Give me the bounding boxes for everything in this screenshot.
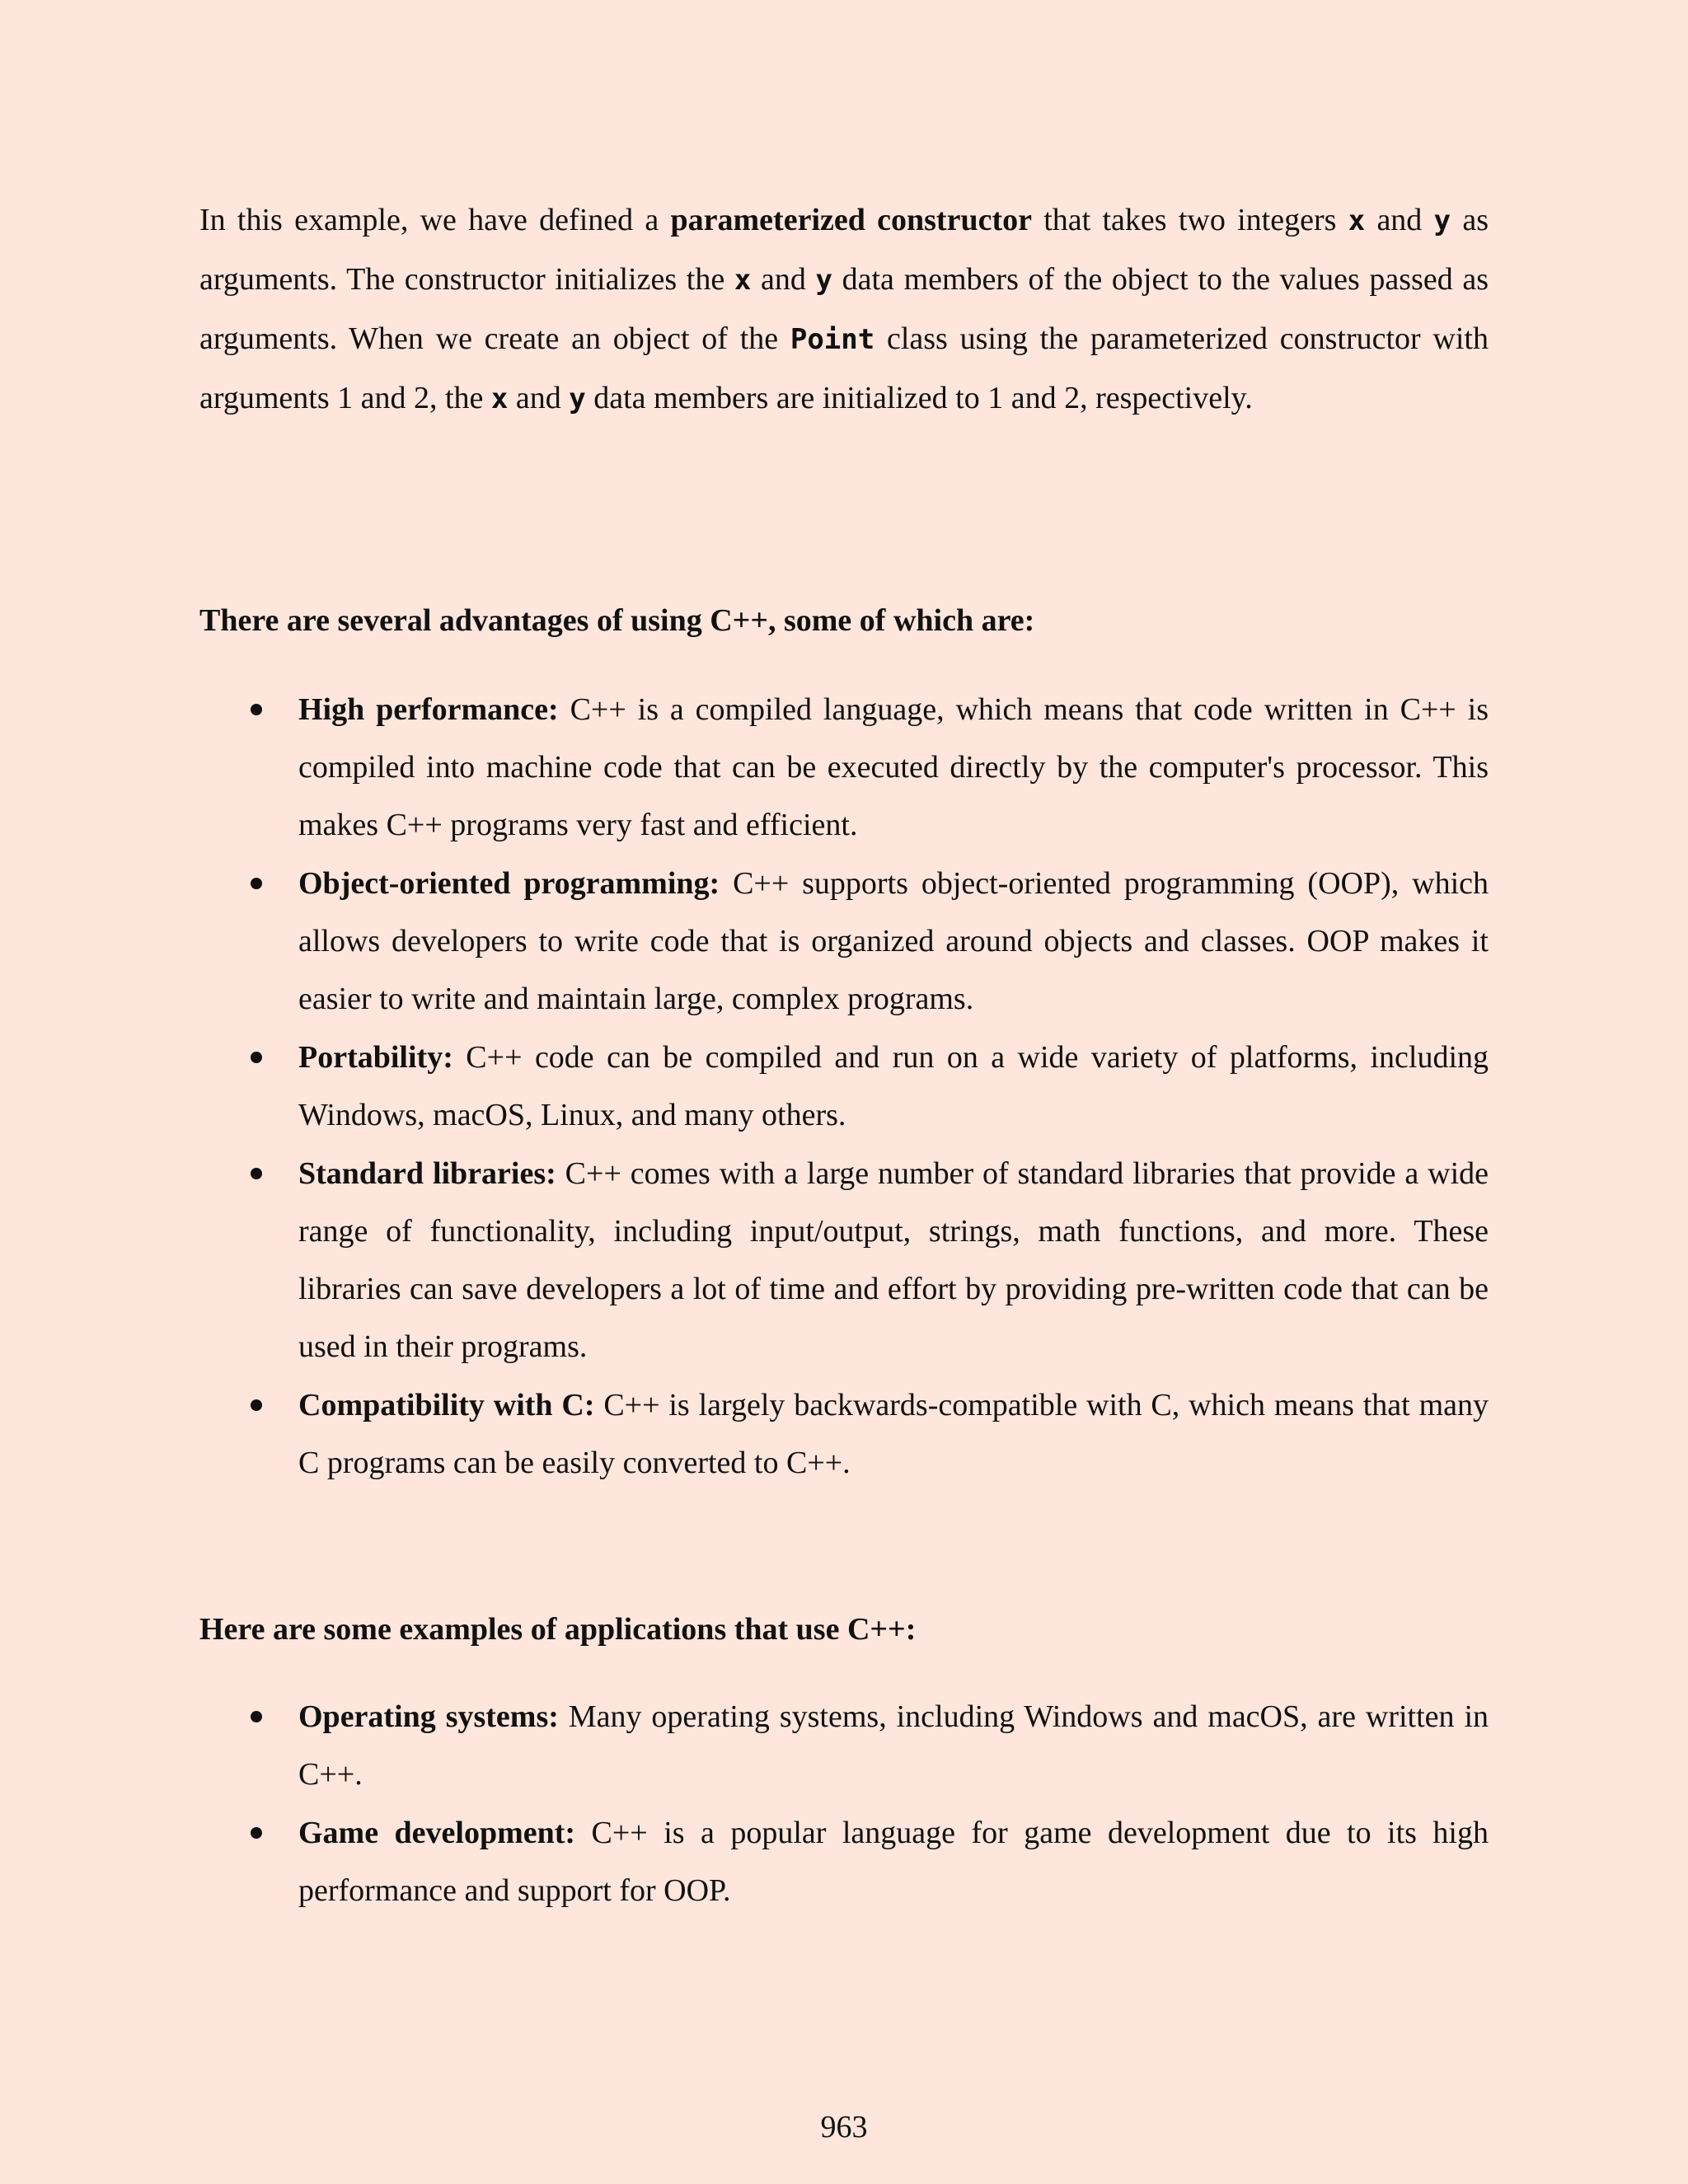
applications-list [199,1688,1489,1920]
item-term: Object-oriented programming: [298,866,720,901]
intro-text: data members of the object to the values passed as arguments. When we create an object of the [199,262,1489,356]
bullet-icon [251,878,262,889]
list-item [199,1376,1489,1492]
item-text: C++ supports object-oriented programming (OOP), which allows developers to write code that is organized around objects and classes. OOP makes it easier to write and maintain large, complex programs. [298,866,1489,1016]
code-y: y [569,382,586,415]
item-text: C++ comes with a large number of standard libraries that provide a wide range of functionality, including input/output, strings, math functions, and more. These libraries can save developers a lot of time and effort by providing pre-written code that can be used in their programs. [298,1156,1489,1364]
list-item [199,1029,1489,1144]
advantages-list [199,681,1489,1493]
item-term: Standard libraries: [298,1156,556,1191]
item-term: Compatibility with C: [298,1388,595,1422]
item-text: Many operating systems, including Windows and macOS, are written in C++. [298,1699,1489,1792]
bullet-icon [251,1052,262,1063]
bullet-icon [251,704,262,715]
list-item [199,855,1489,1028]
item-text: C++ is largely backwards-compatible with C, which means that many C programs can be easily converted to C++. [298,1388,1489,1480]
intro-bold-term: parameterized constructor [670,203,1032,237]
list-item [199,1804,1489,1919]
bullet-icon [251,1168,262,1179]
intro-text: data members are initialized to 1 and 2, respectively. [585,381,1253,415]
bullet-icon [251,1827,262,1839]
code-x: x [1348,204,1366,237]
item-term: Operating systems: [298,1699,559,1734]
item-text: C++ is a compiled language, which means that code written in C++ is compiled into machine code that can be executed directly by the computer's processor. This makes C++ programs very fast and efficient. [298,692,1489,842]
intro-paragraph [199,191,1489,429]
intro-text: and [508,381,570,415]
code-y: y [815,264,832,297]
applications-heading: Here are some examples of applications that use C++: [199,1612,917,1647]
list-item [199,1688,1489,1803]
bullet-icon [251,1399,262,1411]
code-x: x [490,382,509,415]
code-point: Point [790,323,875,356]
list-item [199,681,1489,854]
intro-text: and [1365,203,1434,237]
list-item [199,1145,1489,1376]
item-text: C++ code can be compiled and run on a wide variety of platforms, including Windows, macOS, Linux, and many others. [298,1040,1489,1132]
code-y: y [1433,204,1451,237]
intro-text: and [751,262,816,297]
item-term: Portability: [298,1040,453,1075]
item-term: Game development: [298,1816,576,1850]
bullet-icon [251,1711,262,1722]
intro-text: as arguments. The constructor initializes the [199,203,1489,297]
intro-text: In this example, we have defined a [199,203,671,237]
intro-text: that takes two integers [1031,203,1348,237]
page-number: 963 [820,2110,868,2144]
code-x: x [734,264,752,297]
item-term: High performance: [298,692,559,727]
advantages-heading: There are several advantages of using C++, some of which are: [199,603,1035,638]
intro-text: class using the parameterized constructor with arguments 1 and 2, the [199,321,1489,415]
item-text: C++ is a popular language for game development due to its high performance and support for OOP. [298,1816,1489,1908]
